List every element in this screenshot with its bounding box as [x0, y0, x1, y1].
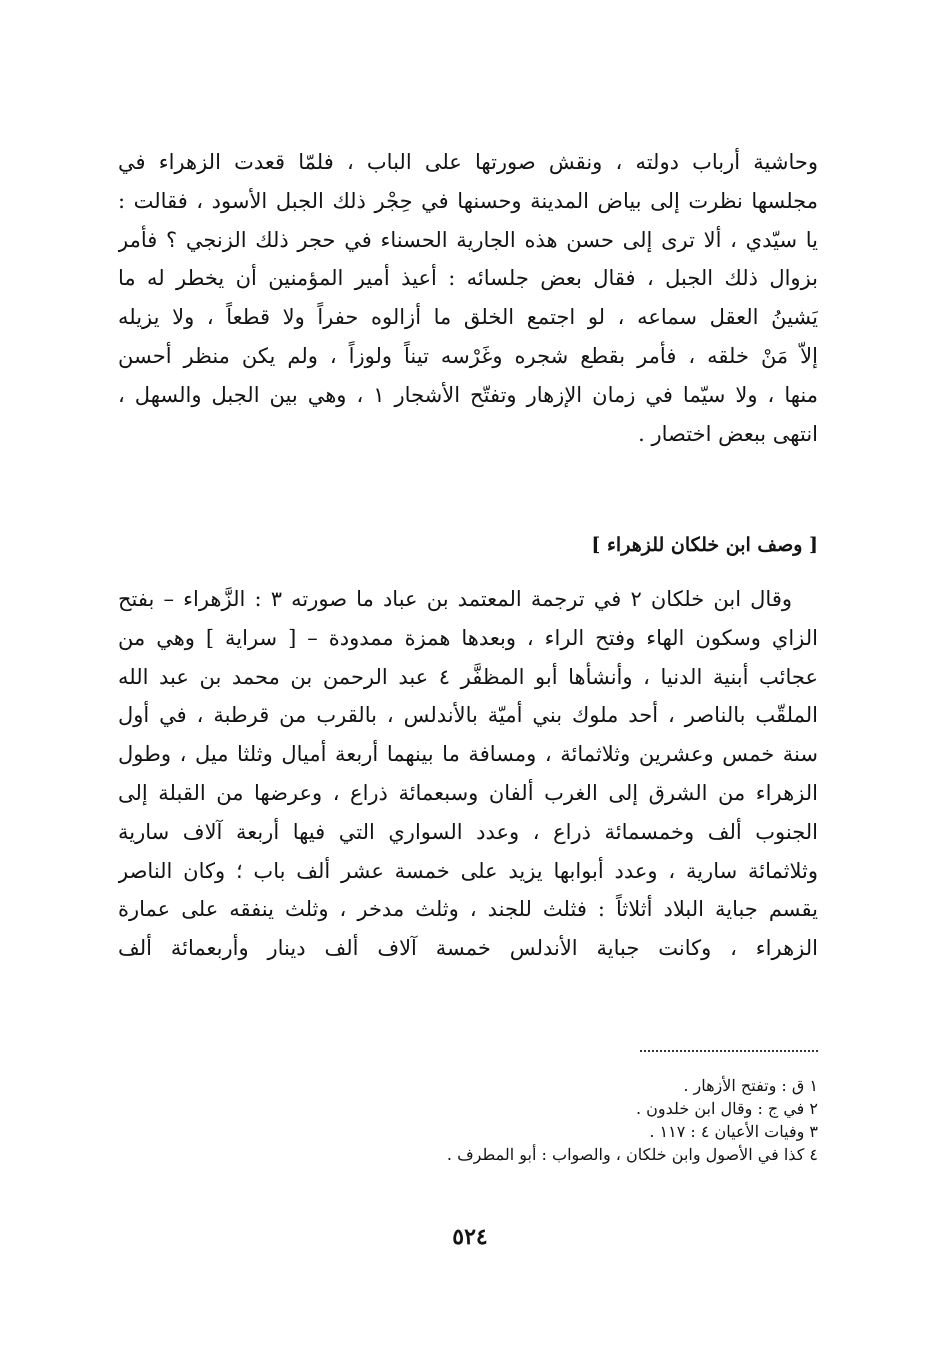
- paragraph-2: [118, 580, 818, 968]
- text-line: الجنوب ألف وخمسمائة ذراع ، وعدد السواري التي فيها أربعة آلاف سارية: [118, 819, 818, 844]
- footnote: ٤ كذا في الأصول وابن خلكان ، والصواب : أبو المطرف .: [446, 1145, 818, 1164]
- text-line: يَشينُ العقل سماعه ، لو اجتمع الخلق ما أزالوه حفراً ولا قطعاً ، ولا يزيله: [118, 305, 818, 330]
- text-line: وحاشية أرباب دولته ، ونقش صورتها على الباب ، فلمّا قعدت الزهراء في: [118, 150, 818, 174]
- text-line: وقال ابن خلكان ٢ في ترجمة المعتمد بن عباد ما صورته ٣ : الزَّهراء – بفتح: [118, 587, 792, 611]
- footnote: ٣ وفيات الأعيان ٤ : ١١٧ .: [649, 1122, 818, 1141]
- footnote: ١ ق : وتفتح الأزهار .: [683, 1076, 818, 1095]
- section-heading: [ وصف ابن خلكان للزهراء ]: [591, 534, 818, 556]
- text-line: عجائب أبنية الدنيا ، وأنشأها أبو المظفَّر ٤ عبد الرحمن بن محمد بن عبد الله: [118, 664, 818, 689]
- text-line: الزهراء من الشرق إلى الغرب ألفان وسبعمائة ذراع ، وعرضها من القبلة إلى: [118, 780, 818, 805]
- text-line: الملقّب بالناصر ، أحد ملوك بني أميّة بالأندلس ، بالقرب من قرطبة ، في أول: [118, 703, 818, 728]
- footnote: ٢ في ج : وقال ابن خلدون .: [636, 1099, 818, 1118]
- text-line: الزاي وسكون الهاء وفتح الراء ، وبعدها همزة ممدودة – [ سراية ] وهي من: [118, 625, 818, 650]
- footnote-separator: [640, 1050, 818, 1052]
- footnotes: [118, 1074, 818, 1166]
- text-line: بزوال ذلك الجبل ، فقال بعض جلسائه : أعيذ أمير المؤمنين أن يخطر له ما: [118, 266, 818, 291]
- text-line: يقسم جباية البلاد أثلاثاً : فثلث للجند ، وثلث مدخر ، وثلث ينفقه على عمارة: [118, 897, 818, 922]
- text-line: وثلاثمائة سارية ، وعدد أبوابها يزيد على خمسة عشر ألف باب ؛ وكان الناصر: [118, 858, 818, 883]
- text-line: سنة خمس وعشرين وثلاثمائة ، ومسافة ما بينهما أربعة أميال وثلثا ميل ، وطول: [118, 742, 818, 767]
- page-number: ٥٢٤: [452, 1224, 488, 1250]
- text-line: الزهراء ، وكانت جباية الأندلس خمسة آلاف ألف دينار وأربعمائة ألف: [118, 936, 818, 961]
- text-line: منها ، ولا سيّما في زمان الإزهار وتفتّح الأشجار ١ ، وهي بين الجبل والسهل ،: [118, 382, 818, 407]
- text-line: يا سيّدي ، ألا ترى إلى حسن هذه الجارية الحسناء في حجر ذلك الزنجي ؟ فأمر: [118, 227, 818, 252]
- paragraph-1: [118, 143, 818, 453]
- text-line: انتهى ببعض اختصار .: [638, 421, 818, 446]
- text-line: مجلسها نظرت إلى بياض المدينة وحسنها في حِجْر ذلك الجبل الأسود ، فقالت :: [118, 188, 818, 213]
- text-line: إلاّ مَنْ خلقه ، فأمر بقطع شجره وغَرْسه تيناً ولوزاً ، ولم يكن منظر أحسن: [118, 343, 818, 368]
